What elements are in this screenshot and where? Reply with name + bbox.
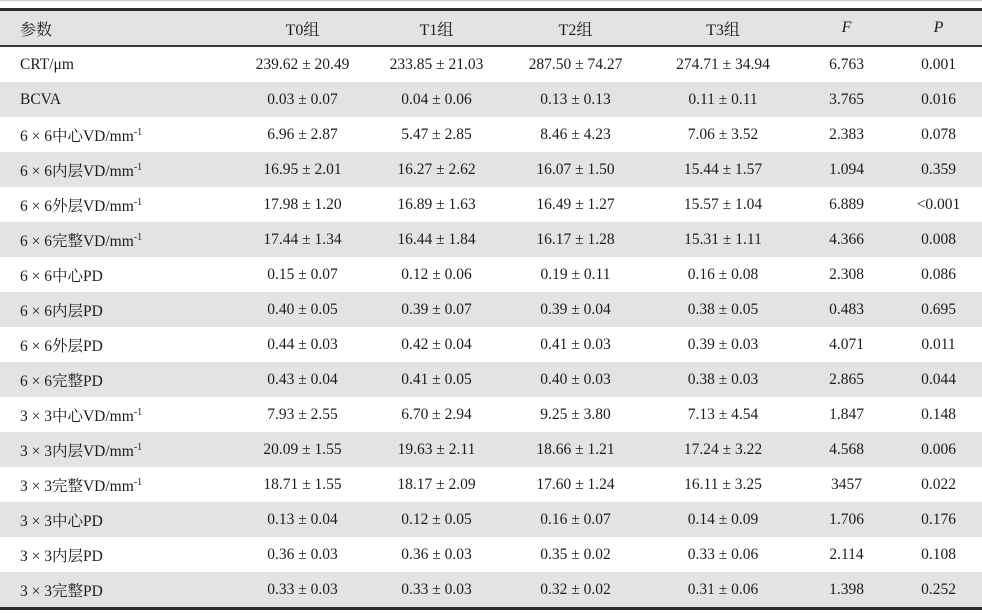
value-cell-t1: 0.04 ± 0.06: [401, 90, 472, 108]
param-label: BCVA: [20, 90, 62, 108]
table-row: [0, 397, 982, 432]
value-cell-t1: 0.41 ± 0.05: [401, 370, 472, 388]
f-value-cell: 1.094: [829, 160, 864, 178]
p-value-cell: 0.359: [921, 160, 956, 178]
p-value-cell: 0.001: [921, 55, 956, 73]
f-value-cell: 4.366: [829, 230, 864, 248]
value-cell-t1: 19.63 ± 2.11: [397, 440, 476, 458]
value-cell-t1: 5.47 ± 2.85: [401, 125, 472, 143]
param-superscript: -1: [133, 441, 143, 453]
value-cell-t0: 0.15 ± 0.07: [267, 265, 338, 283]
param-cell: [0, 327, 235, 362]
p-value-cell: 0.086: [921, 265, 956, 283]
p-value-cell: 0.011: [921, 335, 956, 353]
value-cell-t3: 0.38 ± 0.05: [687, 300, 759, 318]
f-value-cell: 2.308: [829, 265, 864, 283]
table-row: [0, 537, 982, 572]
value-cell-t3: 0.14 ± 0.09: [687, 510, 759, 528]
value-cell-t3: 0.39 ± 0.03: [687, 335, 759, 353]
param-label: 3 × 3内层VD/mm: [20, 442, 134, 460]
table-row: [0, 46, 982, 82]
top-hairline-rule: [0, 0, 982, 1]
value-cell-t3: 0.38 ± 0.03: [687, 370, 759, 388]
param-label: 3 × 3完整VD/mm: [20, 477, 134, 495]
table-row: [0, 327, 982, 362]
param-cell: [0, 432, 235, 467]
param-label: 6 × 6完整PD: [20, 372, 103, 390]
param-label: 6 × 6中心PD: [20, 267, 103, 285]
param-cell: [0, 362, 235, 397]
value-cell-t1: 233.85 ± 21.03: [389, 55, 484, 73]
p-value-cell: 0.108: [921, 545, 956, 563]
param-label: 3 × 3中心PD: [20, 512, 103, 530]
column-header-t0: T0组: [235, 10, 370, 47]
parameters-comparison-table: [0, 8, 982, 610]
value-cell-t0: 7.93 ± 2.55: [267, 405, 338, 423]
param-cell: [0, 537, 235, 572]
param-superscript: -1: [133, 126, 143, 138]
value-cell-t2: 0.40 ± 0.03: [540, 370, 611, 388]
value-cell-t2: 0.32 ± 0.02: [540, 580, 611, 598]
param-superscript: -1: [133, 476, 143, 488]
param-label: 6 × 6内层PD: [20, 302, 103, 320]
value-cell-t3: 7.06 ± 3.52: [687, 125, 759, 143]
f-value-cell: 2.865: [829, 370, 864, 388]
param-cell: [0, 82, 235, 117]
value-cell-t3: 7.13 ± 4.54: [687, 405, 759, 423]
p-value-cell: 0.008: [921, 230, 956, 248]
column-header-t3: T3组: [648, 10, 798, 47]
param-label: CRT/μm: [20, 55, 74, 73]
value-cell-t2: 16.49 ± 1.27: [536, 195, 615, 213]
param-cell: [0, 187, 235, 222]
value-cell-t2: 0.39 ± 0.04: [540, 300, 611, 318]
param-cell: [0, 152, 235, 187]
table-row: [0, 257, 982, 292]
value-cell-t1: 16.89 ± 1.63: [397, 195, 476, 213]
value-cell-t1: 0.42 ± 0.04: [401, 335, 472, 353]
param-superscript: -1: [133, 196, 143, 208]
value-cell-t2: 8.46 ± 4.23: [540, 125, 611, 143]
value-cell-t3: 15.57 ± 1.04: [683, 195, 763, 213]
value-cell-t2: 16.17 ± 1.28: [536, 230, 615, 248]
f-value-cell: 1.706: [829, 510, 864, 528]
value-cell-t2: 0.41 ± 0.03: [540, 335, 611, 353]
param-cell: [0, 46, 235, 82]
table-row: [0, 117, 982, 152]
value-cell-t0: 0.13 ± 0.04: [267, 510, 338, 528]
p-value-cell: <0.001: [916, 195, 961, 213]
param-label: 3 × 3中心VD/mm: [20, 407, 134, 425]
p-value-cell: 0.252: [921, 580, 956, 598]
table-row: [0, 502, 982, 537]
value-cell-t1: 0.12 ± 0.06: [401, 265, 472, 283]
param-label: 3 × 3完整PD: [20, 582, 103, 600]
value-cell-t0: 0.44 ± 0.03: [267, 335, 338, 353]
value-cell-t2: 287.50 ± 74.27: [528, 55, 623, 73]
value-cell-t3: 17.24 ± 3.22: [683, 440, 763, 458]
table-row: [0, 572, 982, 609]
p-value-cell: 0.022: [921, 475, 956, 493]
table-row: [0, 467, 982, 502]
table-row: [0, 362, 982, 397]
value-cell-t1: 0.33 ± 0.03: [401, 580, 472, 598]
column-header-f: F: [798, 10, 895, 47]
table-row: [0, 222, 982, 257]
value-cell-t0: 239.62 ± 20.49: [255, 55, 350, 73]
column-header-param: 参数: [0, 10, 235, 47]
param-label: 3 × 3内层PD: [20, 547, 103, 565]
value-cell-t1: 0.36 ± 0.03: [401, 545, 472, 563]
param-label: 6 × 6内层VD/mm: [20, 162, 134, 180]
param-label: 6 × 6外层VD/mm: [20, 197, 134, 215]
value-cell-t0: 0.03 ± 0.07: [267, 90, 338, 108]
value-cell-t3: 0.11 ± 0.11: [688, 90, 758, 108]
value-cell-t0: 17.98 ± 1.20: [263, 195, 342, 213]
value-cell-t1: 16.27 ± 2.62: [397, 160, 476, 178]
param-cell: [0, 222, 235, 257]
f-value-cell: 2.114: [829, 545, 864, 563]
value-cell-t2: 0.19 ± 0.11: [540, 265, 611, 283]
param-superscript: -1: [133, 406, 143, 418]
value-cell-t3: 15.31 ± 1.11: [684, 230, 762, 248]
value-cell-t0: 0.40 ± 0.05: [267, 300, 338, 318]
p-value-cell: 0.695: [921, 300, 956, 318]
table-body: [0, 46, 982, 609]
param-cell: [0, 572, 235, 609]
value-cell-t1: 0.12 ± 0.05: [401, 510, 472, 528]
param-cell: [0, 397, 235, 432]
value-cell-t2: 16.07 ± 1.50: [536, 160, 615, 178]
value-cell-t2: 0.13 ± 0.13: [540, 90, 611, 108]
value-cell-t2: 0.16 ± 0.07: [540, 510, 611, 528]
p-value-cell: 0.016: [921, 90, 956, 108]
value-cell-t3: 0.31 ± 0.06: [687, 580, 759, 598]
column-header-p: P: [895, 10, 982, 47]
p-value-cell: 0.044: [921, 370, 956, 388]
column-header-t2: T2组: [503, 10, 648, 47]
value-cell-t3: 274.71 ± 34.94: [676, 55, 770, 73]
f-value-cell: 4.071: [829, 335, 864, 353]
param-cell: [0, 467, 235, 502]
table-head: [0, 10, 982, 47]
param-label: 6 × 6中心VD/mm: [20, 127, 134, 145]
table-row: [0, 82, 982, 117]
f-value-cell: 1.847: [829, 405, 864, 423]
value-cell-t2: 0.35 ± 0.02: [540, 545, 611, 563]
value-cell-t2: 17.60 ± 1.24: [536, 475, 615, 493]
value-cell-t3: 0.33 ± 0.06: [687, 545, 759, 563]
value-cell-t0: 0.36 ± 0.03: [267, 545, 338, 563]
header-row: [0, 10, 982, 47]
f-value-cell: 6.763: [829, 55, 864, 73]
table-row: [0, 187, 982, 222]
param-cell: [0, 117, 235, 152]
f-value-cell: 0.483: [829, 300, 864, 318]
f-value-cell: 2.383: [829, 125, 864, 143]
value-cell-t0: 6.96 ± 2.87: [267, 125, 338, 143]
value-cell-t0: 16.95 ± 2.01: [263, 160, 342, 178]
param-superscript: -1: [133, 161, 143, 173]
value-cell-t2: 9.25 ± 3.80: [540, 405, 611, 423]
value-cell-t0: 18.71 ± 1.55: [263, 475, 342, 493]
value-cell-t3: 16.11 ± 3.25: [684, 475, 762, 493]
table-row: [0, 152, 982, 187]
value-cell-t0: 0.33 ± 0.03: [267, 580, 338, 598]
value-cell-t1: 16.44 ± 1.84: [397, 230, 476, 248]
f-value-cell: 4.568: [829, 440, 864, 458]
param-cell: [0, 502, 235, 537]
param-cell: [0, 257, 235, 292]
f-value-cell: 3457: [831, 475, 862, 493]
table-row: [0, 292, 982, 327]
table-row: [0, 432, 982, 467]
value-cell-t3: 0.16 ± 0.08: [687, 265, 759, 283]
value-cell-t1: 6.70 ± 2.94: [401, 405, 472, 423]
p-value-cell: 0.148: [921, 405, 956, 423]
param-superscript: -1: [133, 231, 143, 243]
p-value-cell: 0.006: [921, 440, 956, 458]
value-cell-t3: 15.44 ± 1.57: [683, 160, 763, 178]
value-cell-t2: 18.66 ± 1.21: [536, 440, 615, 458]
p-value-cell: 0.176: [921, 510, 956, 528]
value-cell-t0: 20.09 ± 1.55: [263, 440, 342, 458]
value-cell-t0: 0.43 ± 0.04: [267, 370, 338, 388]
param-cell: [0, 292, 235, 327]
value-cell-t0: 17.44 ± 1.34: [263, 230, 342, 248]
param-label: 6 × 6外层PD: [20, 337, 103, 355]
column-header-t1: T1组: [370, 10, 503, 47]
f-value-cell: 6.889: [829, 195, 864, 213]
value-cell-t1: 18.17 ± 2.09: [397, 475, 476, 493]
value-cell-t1: 0.39 ± 0.07: [401, 300, 472, 318]
f-value-cell: 3.765: [829, 90, 864, 108]
f-value-cell: 1.398: [829, 580, 864, 598]
param-label: 6 × 6完整VD/mm: [20, 232, 134, 250]
p-value-cell: 0.078: [921, 125, 956, 143]
